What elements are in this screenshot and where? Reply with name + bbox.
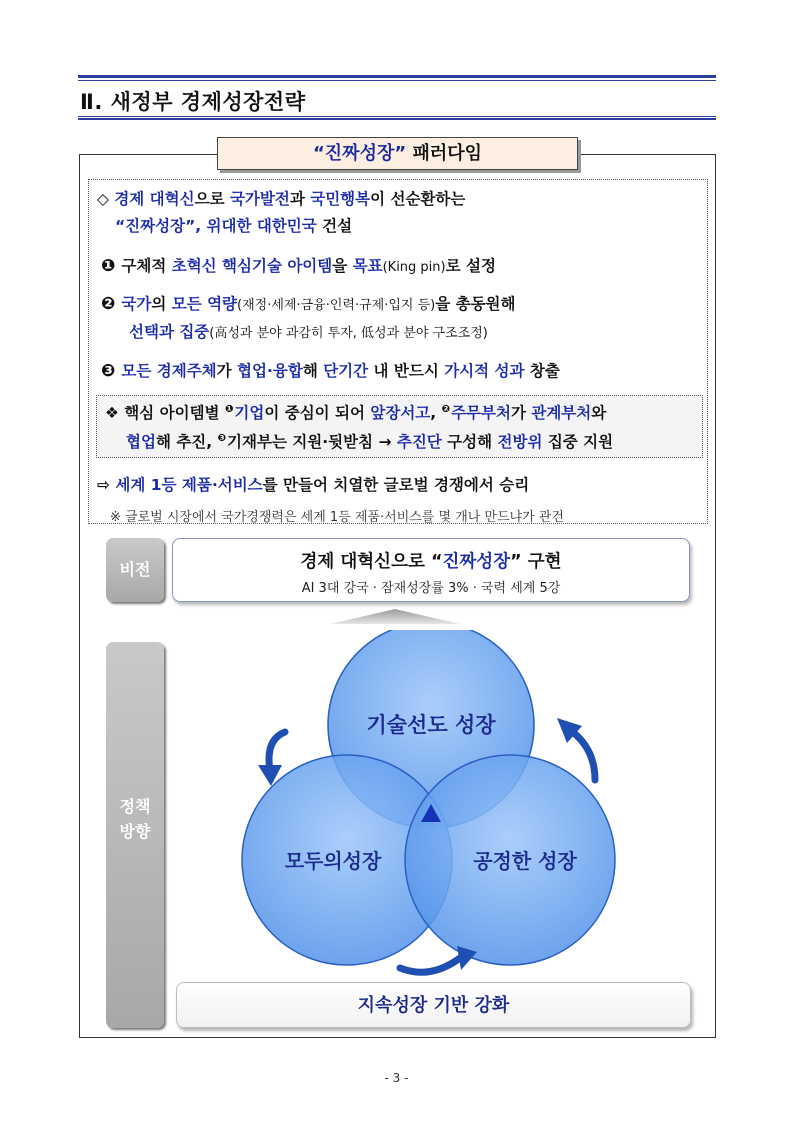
text-segment: 와 (591, 404, 607, 422)
policy-base-text: 지속성장 기반 강화 (357, 995, 510, 1016)
intro-line-1 (97, 187, 465, 209)
text-segment: , (430, 404, 442, 422)
text-segment: ❸ (217, 433, 227, 444)
point-2-marker: ❷ (101, 294, 116, 314)
text-segment: ❖ 핵심 아이템별 (105, 404, 225, 422)
diamond-bullet: ◇ (97, 190, 109, 208)
section-bottom-rule (78, 116, 716, 117)
point-2-line-1 (101, 292, 516, 314)
text-segment: 국민행복 (310, 190, 371, 208)
text-segment: 가시적 성과 (444, 362, 525, 380)
vision-up-arrow-icon (330, 606, 460, 626)
conclusion-note: ※ 글로벌 시장에서 국가경쟁력은 세계 1등 제품·서비스를 몇 개나 만드냐가 관건 (110, 510, 564, 525)
point-1 (101, 254, 496, 276)
text-segment: 구체적 (121, 257, 172, 275)
cycle-arrow-left-icon (269, 732, 285, 770)
text-segment: ❷ (441, 404, 451, 415)
text-segment: 선택과 집중 (129, 323, 210, 341)
detail-line-1 (105, 401, 606, 423)
policy-venn-diagram (225, 630, 625, 990)
vision-title-keyword: 진짜성장 (442, 552, 511, 572)
text-segment: 건설 (316, 217, 353, 235)
point-3-marker: ❸ (101, 361, 116, 381)
paradigm-quote-close: ” (394, 143, 407, 164)
text-segment: 가 (216, 362, 238, 380)
text-segment: 목표 (352, 257, 383, 275)
venn-label-top: 기술선도 성장 (366, 713, 496, 737)
detail-line-2 (126, 430, 613, 452)
intro-line-1-text (109, 190, 465, 208)
text-segment: 국가 (121, 295, 152, 313)
section-bottom-thick-rule (78, 118, 716, 120)
venn-label-left: 모두의성장 (284, 849, 382, 873)
text-segment: 모든 경제주체 (121, 362, 217, 380)
point-1-marker: ❶ (101, 256, 116, 276)
text-segment: 국가발전 (229, 190, 290, 208)
text-segment: 추진단 (396, 433, 442, 451)
page-number: - 3 - (384, 1071, 409, 1085)
text-segment: 협업·융합 (237, 362, 303, 380)
text-segment: (高성과 분야 과감히 투자, 低성과 분야 구조조정) (209, 326, 488, 341)
section-top-thin-rule (78, 80, 716, 81)
text-segment: 단기간 (323, 362, 369, 380)
conclusion-text (97, 476, 529, 494)
point-2-text-1 (121, 295, 515, 313)
policy-side-label (106, 642, 164, 1028)
point-2-line-2 (129, 320, 488, 342)
text-segment: 구성해 (441, 433, 498, 451)
paradigm-title (217, 137, 578, 170)
detail-line-2-text (126, 433, 613, 451)
point-3-text (121, 362, 559, 380)
text-segment: 을 (332, 257, 353, 275)
text-segment: 세계 1등 제품·서비스 (115, 476, 263, 494)
point-2-text-2 (129, 323, 488, 341)
cycle-arrow-bottom-icon (400, 958, 460, 972)
text-segment: 을 총동원해 (435, 295, 516, 313)
policy-side-label-2: 방향 (119, 822, 151, 841)
intro-line-2-text (115, 217, 352, 235)
text-segment: 모든 역량 (171, 295, 238, 313)
paradigm-quote-open: “ (312, 143, 325, 164)
policy-side-label-1: 정책 (119, 797, 151, 816)
intro-line-2 (115, 214, 352, 236)
text-segment: 관계부처 (531, 404, 592, 422)
vision-title-post: ” 구현 (510, 552, 562, 572)
conclusion-line (97, 473, 529, 495)
text-segment: 으로 (194, 190, 230, 208)
text-segment: 협업 (126, 433, 156, 451)
text-segment: 가 (510, 404, 532, 422)
paradigm-keyword: 진짜성장 (324, 143, 395, 164)
vision-title-pre: 경제 대혁신으로 “ (300, 552, 443, 572)
point-1-text (121, 257, 496, 275)
vision-side-label (106, 538, 164, 602)
text-segment: 내 반드시 (368, 362, 445, 380)
text-segment: (King pin) (382, 260, 446, 275)
text-segment: 앞장서고 (370, 404, 431, 422)
section-top-rule (78, 75, 716, 78)
vision-subtitle: AI 3대 강국 · 잠재성장률 3% · 국력 세계 5강 (301, 581, 561, 596)
text-segment: (재정·세제·금융·인력·규제·입지 등) (237, 298, 436, 313)
text-segment: 기재부는 지원·뒷받침 → (227, 433, 397, 451)
text-segment: 창출 (524, 362, 560, 380)
vision-title (173, 548, 689, 573)
text-segment: 를 만들어 치열한 글로벌 경쟁에서 승리 (262, 476, 530, 494)
text-segment: 과 (289, 190, 311, 208)
paradigm-rest: 패러다임 (406, 143, 483, 164)
text-segment: 경제 대혁신 (114, 190, 195, 208)
text-segment: 이 선순환하는 (370, 190, 466, 208)
text-segment: 초혁신 핵심기술 아이템 (171, 257, 333, 275)
cycle-arrow-right-icon (570, 730, 595, 780)
text-segment: “진짜성장”, 위대한 대한민국 (115, 217, 317, 235)
vision-side-label-text: 비전 (119, 560, 151, 579)
text-segment: 해 (302, 362, 324, 380)
text-segment: 이 중심이 되어 (264, 404, 371, 422)
text-segment: 해 추진, (155, 433, 218, 451)
venn-label-right: 공정한 성장 (473, 849, 577, 873)
point-3 (101, 359, 560, 381)
text-segment: 로 설정 (445, 257, 496, 275)
text-segment: 주무부처 (451, 404, 511, 422)
policy-base-box (176, 982, 691, 1028)
text-segment: 전방위 (497, 433, 543, 451)
vision-box (172, 538, 690, 602)
text-segment: 집중 지원 (542, 433, 614, 451)
text-segment: ⇨ (97, 476, 116, 494)
detail-line-1-text (105, 404, 606, 422)
section-title: Ⅱ. 새정부 경제성장전략 (80, 90, 306, 114)
text-segment: 기업 (234, 404, 265, 422)
text-segment: 의 (151, 295, 172, 313)
text-segment: ❶ (224, 404, 234, 415)
